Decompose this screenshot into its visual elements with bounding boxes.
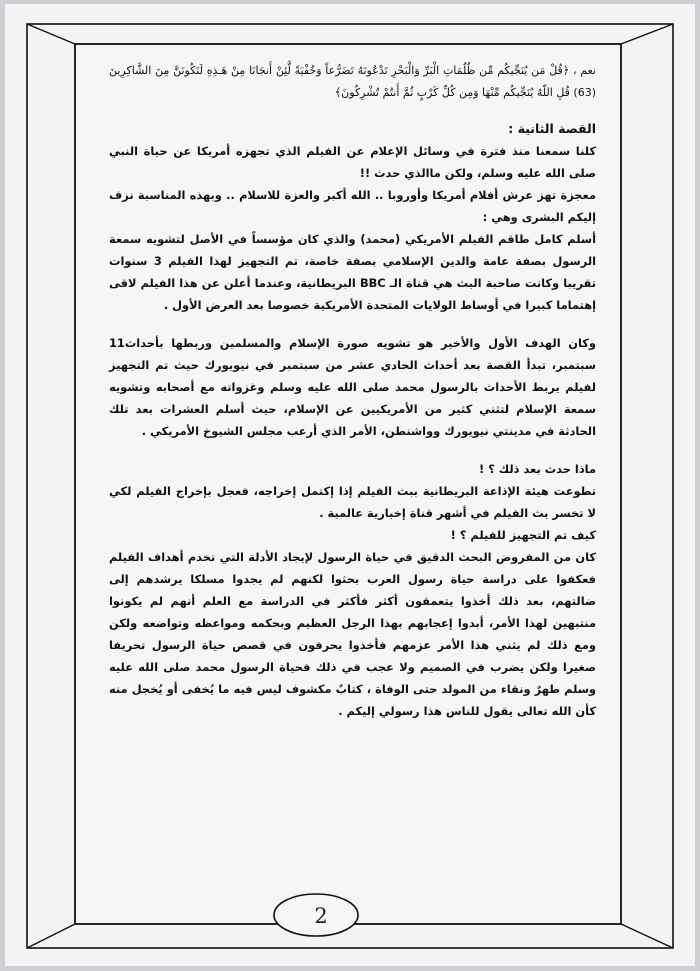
paragraph: كلنا سمعنا منذ فترة في وسائل الإعلام عن الفيلم الذي تجهزه أمريكا عن حياة النبي صلى الله عليه وسلم، ولكن ماالذي حدث !! [109, 144, 596, 180]
paragraph-question: ماذا حدث بعد ذلك ؟ ! [479, 462, 596, 476]
paragraph: تطوعت هيئة الإذاعة البريطانية ببث الفيلم إذا إكتمل إخراجه، فعجل بإخراج الفيلم لكي لا تخسر بث الفيلم في أشهر قناة إخبارية عالمية . [109, 484, 596, 520]
paragraph: معجزة تهز عرش أفلام أمريكا وأوروبا .. الله أكبر والعزة للاسلام .. وبهذه المناسبة نزف إليكم البشرى وهي : [109, 188, 596, 224]
page-number: 2 [314, 904, 328, 928]
paragraph: أسلم كامل طاقم الفيلم الأمريكي (محمد) والذي كان مؤسساً في الأصل لتشويه سمعة الرسول بصفة عامة والدين الإسلامي بصفة خاصة، تم التجهيز لهذا الفيلم 3 سنوات تقريبا وكانت صاحبة البث هي قناة الـ BBC البريطانية، وعندما أعلن عن هذا الفيلم لاقى إهتماما كبيرا في أوساط الولايات المتحدة الأمريكية خصوصا بعد العرض الأول . [109, 232, 597, 312]
page-sheet [5, 4, 695, 966]
story-title: القصة الثانية : [508, 121, 596, 136]
intro-quran-verse: نعم ، ﴿قُلْ مَن يُنَجِّيكُم مِّن ظُلُمَاتِ الْبَرِّ وَالْبَحْرِ تَدْعُونَهُ تَضَرُّعاً وَخُفْيَةً لَّئِنْ أَنجَانَا مِنْ هَـذِهِ لَنَكُونَنَّ مِنَ الشَّاكِرِينَ (63) قُلِ اللّهُ يُنَجِّيكُم مِّنْهَا وَمِن كُلِّ كَرْبٍ ثُمَّ أَنتُمْ تُشْرِكُونَ﴾ [109, 64, 596, 99]
page-text [109, 60, 596, 880]
paragraph: وكان الهدف الأول والأخير هو تشويه صورة الإسلام والمسلمين وربطها بأحداث11 سبتمبر، تبدأ القصة بعد أحداث الحادي عشر من سبتمبر في نيويورك حيث تم التجهيز لفيلم يربط الأحداث بالرسول محمد صلى الله عليه وسلم وغزواته مع أصحابه وتشويه سمعة الإسلام لتثني كثير من الأمريكيين عن الإسلام، حيث أسلم العشرات بعد تلك الحادثة في مدينتي نيويورك وواشنطن، الأمر الذي أرعب مجلس الشيوخ الأمريكي . [109, 336, 596, 438]
paragraph-question: كيف تم التجهيز للفيلم ؟ ! [450, 528, 596, 542]
paragraph: كان من المفروض البحث الدقيق في حياة الرسول لإيجاد الأدلة التي تخدم أهداف الفيلم فعكفوا على دراسة حياة رسول العرب بحثوا لكنهم لم يجدوا مسلكا يرشدهم إلى ضالتهم، بعد ذلك أخذوا يتعمقون أكثر فأكثر في الدراسة مع العلم أنهم لم يكونوا منتبهين لهذا الأمر، أبدوا إعجابهم بهذا الرجل العظيم وبحكمه ومواعظه وتواضعه ولكن ومع ذلك لم يثني هذا الأمر عزمهم فأخذوا يحرفون في قصص حياة الرسول تحريفا صغيرا ولكن يضرب في الصميم ولا عجب في ذلك فحياة الرسول محمد صلى الله عليه وسلم طهرٌ ونقاء من المولد حتى الوفاة ، كتابٌ مكشوف ليس فيه ما يُخفى أو يُخجل منه كأن الله تعالى يقول للناس هذا رسولي إليكم . [109, 550, 596, 718]
